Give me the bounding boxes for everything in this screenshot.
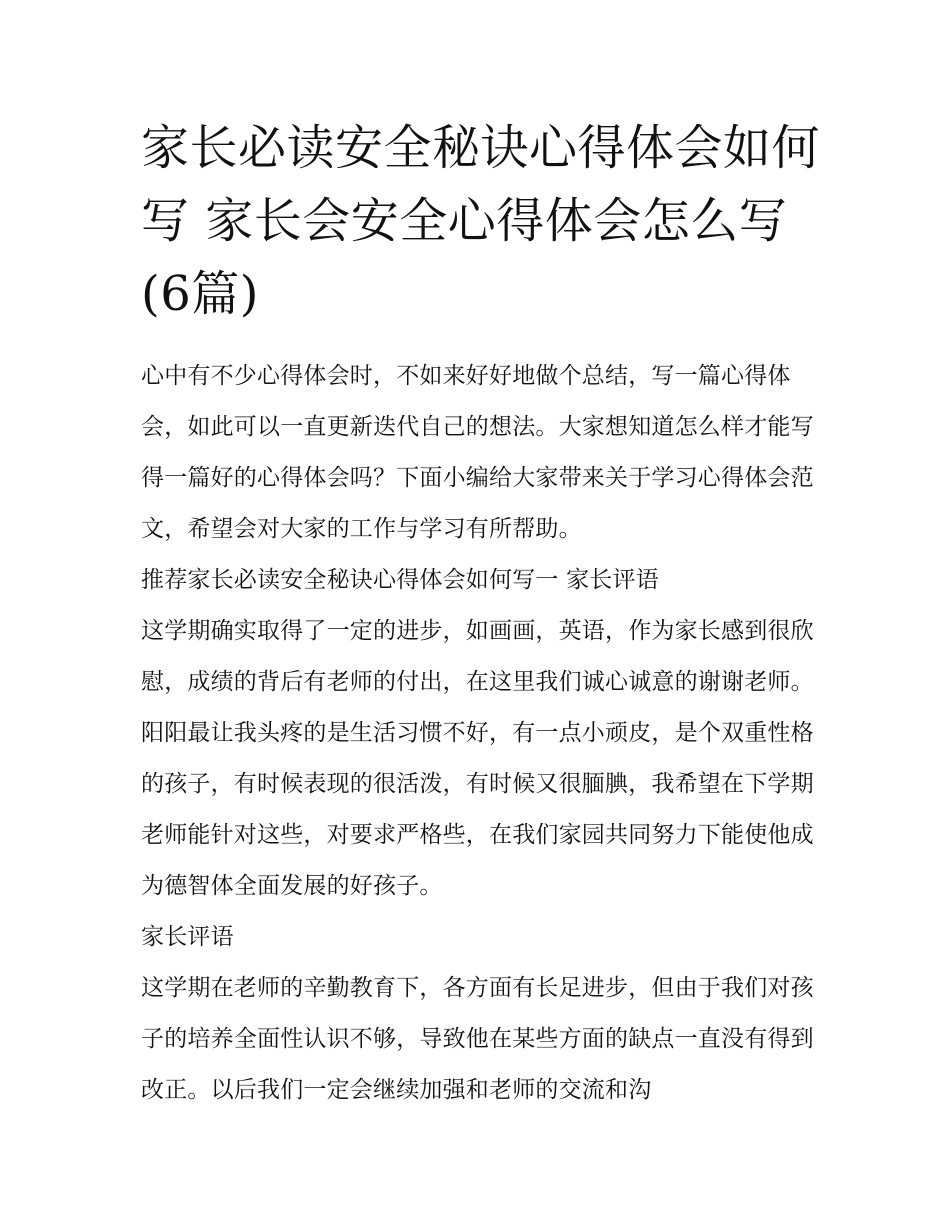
intro-paragraph: 心中有不少心得体会时，不如来好好地做个总结，写一篇心得体会，如此可以一直更新迭代自己的想法。大家想知道怎么样才能写得一篇好的心得体会吗？下面小编给大家带来关于学习心得体会范文，希望会对大家的工作与学习有所帮助。: [141, 363, 814, 542]
document-body: [141, 351, 821, 1116]
comment-paragraph-2: 这学期在老师的辛勤教育下，各方面有长足进步，但由于我们对孩子的培养全面性认识不够，导致他在某些方面的缺点一直没有得到改正。以后我们一定会继续加强和老师的交流和沟: [141, 975, 814, 1103]
section-heading-1: 推荐家长必读安全秘诀心得体会如何写一 家长评语: [141, 567, 659, 593]
document-content: [141, 112, 821, 1116]
section-heading-2: 家长评语: [141, 924, 234, 950]
comment-paragraph-1: 这学期确实取得了一定的进步，如画画，英语，作为家长感到很欣慰，成绩的背后有老师的付出，在这里我们诚心诚意的谢谢老师。阳阳最让我头疼的是生活习惯不好，有一点小顽皮，是个双重性格的孩子，有时候表现的很活泼，有时候又很腼腆，我希望在下学期老师能针对这些，对要求严格些，在我们家园共同努力下能使他成为德智体全面发展的好孩子。: [141, 618, 814, 899]
document-title: 家长必读安全秘诀心得体会如何写 家长会安全心得体会怎么写(6篇): [141, 120, 821, 322]
